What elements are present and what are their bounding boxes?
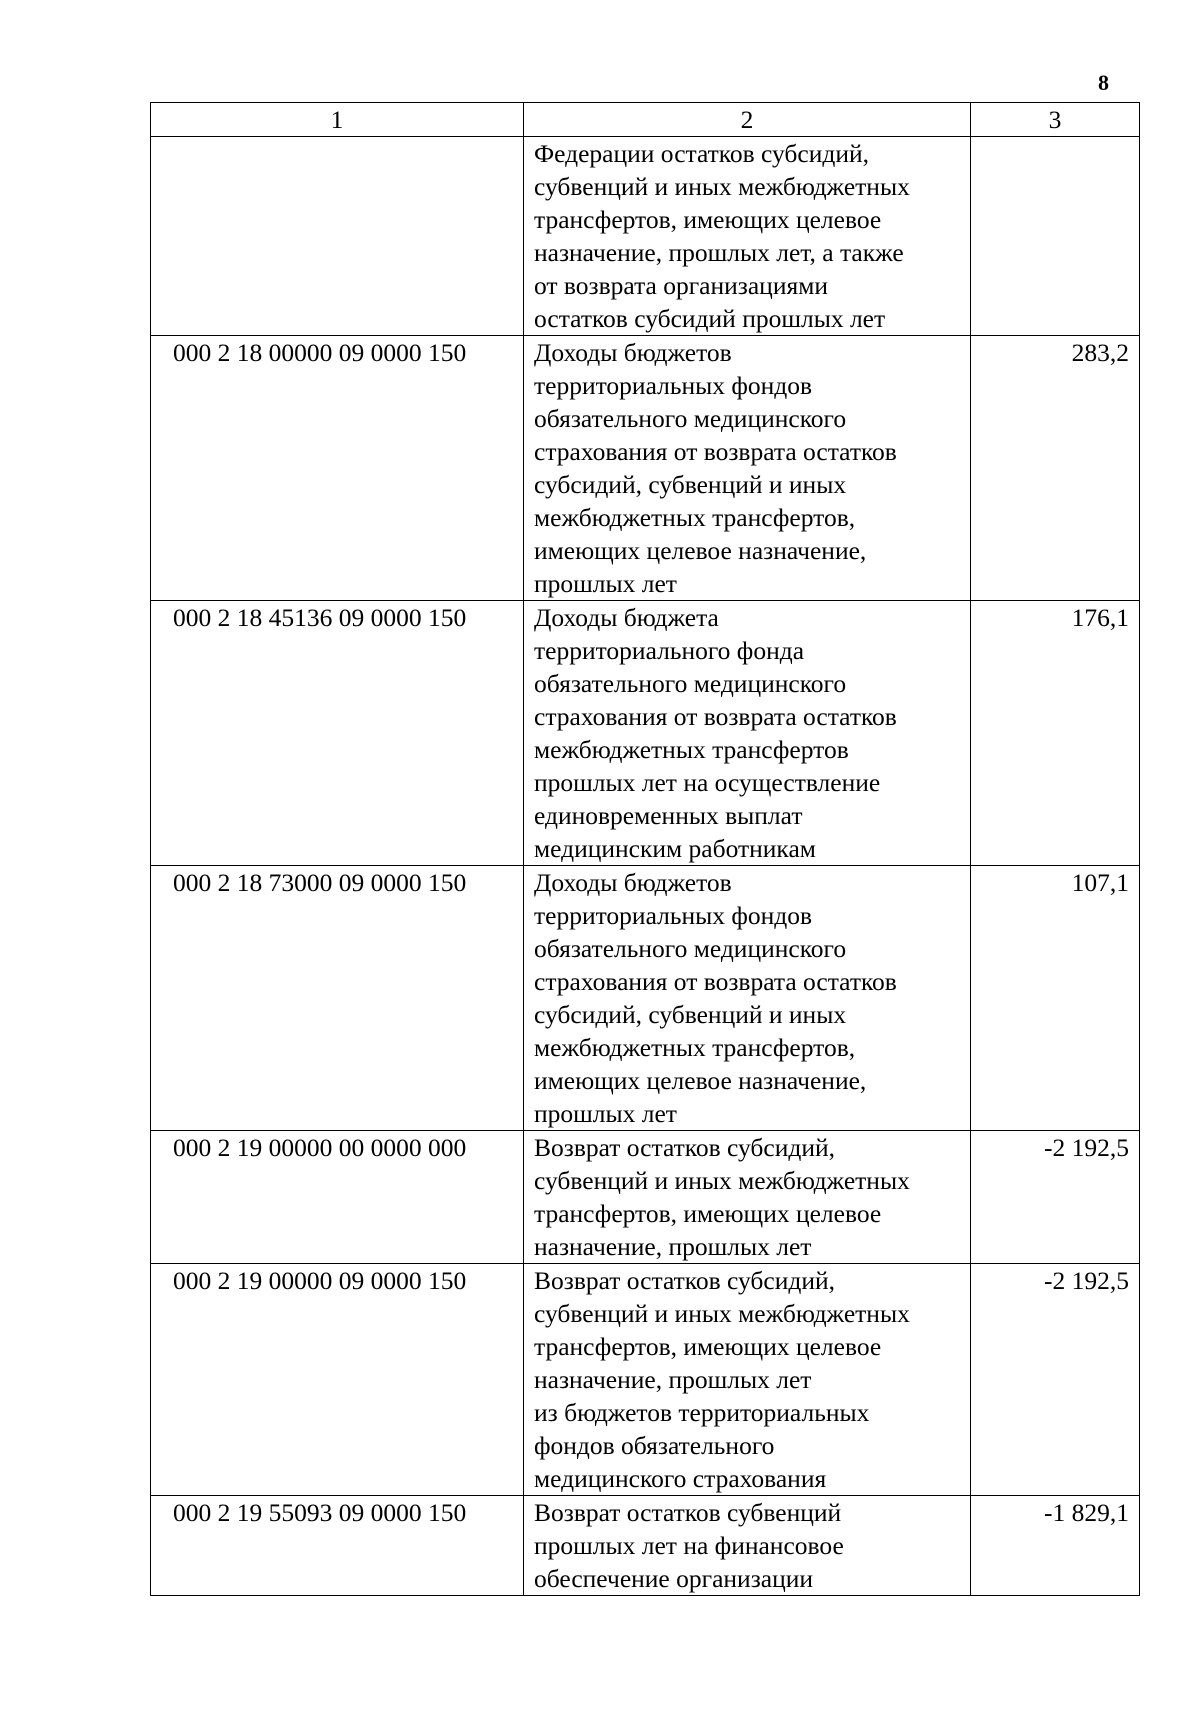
- table-row: [151, 601, 1140, 866]
- table-row: [151, 866, 1140, 1131]
- description-line: обязательного медицинского: [534, 404, 847, 433]
- amount-cell: 176,1: [971, 601, 1140, 866]
- budget-code-cell: 000 2 19 00000 09 0000 150: [151, 1264, 524, 1496]
- budget-code-cell: 000 2 18 45136 09 0000 150: [151, 601, 524, 866]
- budget-code-cell: 000 2 19 55093 09 0000 150: [151, 1496, 524, 1596]
- table-body: [151, 137, 1140, 1596]
- table-row: [151, 1264, 1140, 1496]
- description-line: Доходы бюджетов: [534, 868, 732, 897]
- table-header-row: [151, 103, 1140, 137]
- description-line: единовременных выплат: [534, 801, 803, 830]
- amount-cell: -1 829,1: [971, 1496, 1140, 1596]
- description-line: субвенций и иных межбюджетных: [534, 1166, 910, 1195]
- budget-code-cell: [151, 137, 524, 336]
- description-line: назначение, прошлых лет: [534, 1365, 812, 1394]
- description-line: субсидий, субвенций и иных: [534, 1000, 847, 1029]
- description-line: Возврат остатков субсидий,: [534, 1266, 835, 1295]
- budget-code-cell: 000 2 18 73000 09 0000 150: [151, 866, 524, 1131]
- description-line: межбюджетных трансфертов,: [534, 503, 856, 532]
- description-line: Доходы бюджета: [534, 603, 719, 632]
- budget-table: [150, 102, 1140, 1596]
- description-line: Возврат остатков субвенций: [534, 1498, 842, 1527]
- description-cell: [524, 1131, 971, 1264]
- description-line: имеющих целевое назначение,: [534, 1066, 867, 1095]
- description-line: прошлых лет на осуществление: [534, 768, 881, 797]
- description-cell: [524, 1264, 971, 1496]
- table-row: [151, 1131, 1140, 1264]
- description-cell: [524, 137, 971, 336]
- amount-cell: -2 192,5: [971, 1264, 1140, 1496]
- amount-cell: -2 192,5: [971, 1131, 1140, 1264]
- budget-code-cell: 000 2 18 00000 09 0000 150: [151, 336, 524, 601]
- table-row: [151, 336, 1140, 601]
- description-line: остатков субсидий прошлых лет: [534, 304, 886, 333]
- description-line: территориальных фондов: [534, 901, 813, 930]
- description-line: территориальных фондов: [534, 371, 813, 400]
- description-line: назначение, прошлых лет: [534, 1232, 812, 1261]
- description-line: трансфертов, имеющих целевое: [534, 205, 882, 234]
- description-line: обязательного медицинского: [534, 934, 847, 963]
- description-line: страхования от возврата остатков: [534, 702, 897, 731]
- description-line: прошлых лет: [534, 1099, 677, 1128]
- description-line: межбюджетных трансфертов: [534, 735, 849, 764]
- description-line: страхования от возврата остатков: [534, 437, 897, 466]
- description-line: Федерации остатков субсидий,: [534, 139, 869, 168]
- description-line: трансфертов, имеющих целевое: [534, 1332, 882, 1361]
- budget-code-cell: 000 2 19 00000 00 0000 000: [151, 1131, 524, 1264]
- description-line: обеспечение организации: [534, 1564, 814, 1593]
- description-line: фондов обязательного: [534, 1431, 775, 1460]
- description-cell: [524, 1496, 971, 1596]
- description-line: медицинским работникам: [534, 834, 816, 863]
- description-line: обязательного медицинского: [534, 669, 847, 698]
- description-cell: [524, 336, 971, 601]
- column-header-amount: 3: [971, 103, 1140, 137]
- table-row: [151, 137, 1140, 336]
- amount-cell: 107,1: [971, 866, 1140, 1131]
- description-cell: [524, 866, 971, 1131]
- description-line: страхования от возврата остатков: [534, 967, 897, 996]
- amount-cell: 283,2: [971, 336, 1140, 601]
- description-line: межбюджетных трансфертов,: [534, 1033, 856, 1062]
- column-header-description: 2: [524, 103, 971, 137]
- page-number: 8: [1098, 70, 1109, 95]
- description-line: назначение, прошлых лет, а также: [534, 238, 904, 267]
- table-row: [151, 1496, 1140, 1596]
- description-line: Возврат остатков субсидий,: [534, 1133, 835, 1162]
- description-line: субсидий, субвенций и иных: [534, 470, 847, 499]
- description-line: Доходы бюджетов: [534, 338, 732, 367]
- description-line: субвенций и иных межбюджетных: [534, 1299, 910, 1328]
- description-line: прошлых лет на финансовое: [534, 1531, 844, 1560]
- description-line: медицинского страхования: [534, 1464, 827, 1493]
- description-line: от возврата организациями: [534, 271, 828, 300]
- description-line: субвенций и иных межбюджетных: [534, 172, 910, 201]
- description-line: прошлых лет: [534, 569, 677, 598]
- description-line: из бюджетов территориальных: [534, 1398, 870, 1427]
- column-header-code: 1: [151, 103, 524, 137]
- description-cell: [524, 601, 971, 866]
- amount-cell: [971, 137, 1140, 336]
- description-line: территориального фонда: [534, 636, 805, 665]
- description-line: имеющих целевое назначение,: [534, 536, 867, 565]
- description-line: трансфертов, имеющих целевое: [534, 1199, 882, 1228]
